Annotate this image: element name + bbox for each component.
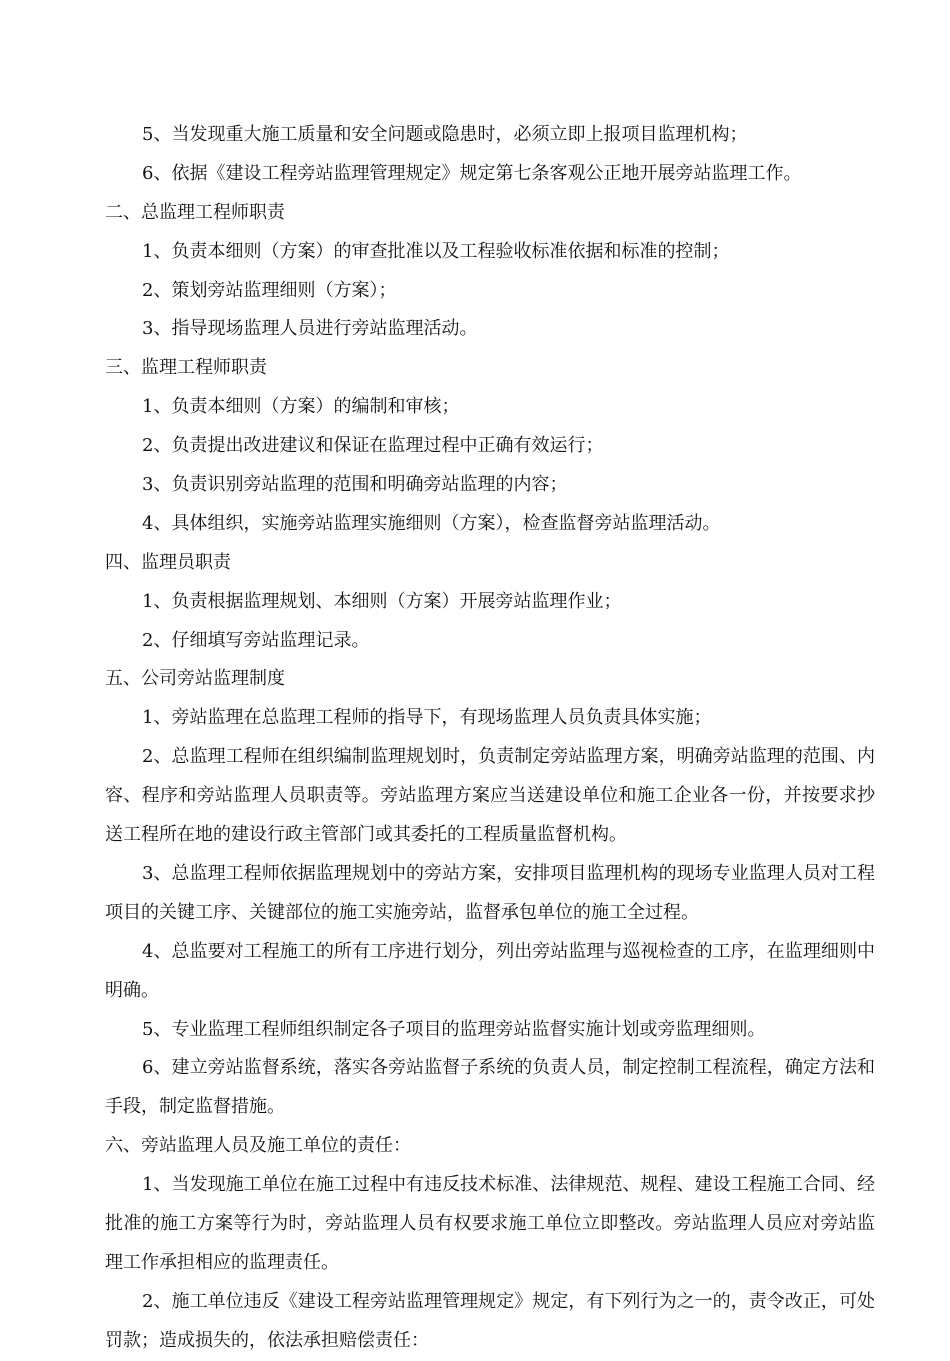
paragraph: 6、建立旁站监督系统，落实各旁站监督子系统的负责人员，制定控制工程流程，确定方法和手段，制定监督措施。 [105, 1057, 875, 1118]
list-item: 3、指导现场监理人员进行旁站监理活动。 [142, 318, 478, 340]
list-item: 2、仔细填写旁站监理记录。 [142, 629, 370, 651]
section-heading: 二、总监理工程师职责 [105, 201, 285, 223]
paragraph: 2、施工单位违反《建设工程旁站监理管理规定》规定，有下列行为之一的，责令改正，可处罚款；造成损失的，依法承担赔偿责任： [105, 1290, 875, 1351]
list-item: 1、负责根据监理规划、本细则（方案）开展旁站监理作业； [142, 590, 622, 612]
list-item: 1、旁站监理在总监理工程师的指导下，有现场监理人员负责具体实施； [142, 707, 712, 729]
list-item: 2、负责提出改进建议和保证在监理过程中正确有效运行； [142, 435, 604, 457]
list-item: 3、负责识别旁站监理的范围和明确旁站监理的内容； [142, 474, 568, 496]
list-item: 5、专业监理工程师组织制定各子项目的监理旁站监督实施计划或旁监理细则。 [142, 1018, 766, 1040]
paragraph: 1、当发现施工单位在施工过程中有违反技术标准、法律规范、规程、建设工程施工合同、经批准的施工方案等行为时，旁站监理人员有权要求施工单位立即整改。旁站监理人员应对旁站监理工作承担相应的监理责任。 [105, 1174, 875, 1273]
paragraph: 3、总监理工程师依据监理规划中的旁站方案，安排项目监理机构的现场专业监理人员对工程项目的关键工序、关键部位的施工实施旁站，监督承包单位的施工全过程。 [105, 862, 875, 923]
document-body [105, 116, 875, 1361]
list-item: 1、负责本细则（方案）的审查批准以及工程验收标准依据和标准的控制； [142, 240, 730, 262]
list-item: 6、依据《建设工程旁站监理管理规定》规定第七条客观公正地开展旁站监理工作。 [142, 162, 802, 184]
paragraph: 4、总监要对工程施工的所有工序进行划分，列出旁站监理与巡视检查的工序，在监理细则中明确。 [105, 940, 875, 1001]
section-heading: 四、监理员职责 [105, 551, 231, 573]
list-item: 1、负责本细则（方案）的编制和审核； [142, 396, 460, 418]
section-heading: 六、旁站监理人员及施工单位的责任： [105, 1135, 411, 1157]
list-item: 2、策划旁站监理细则（方案）； [142, 279, 397, 301]
section-heading: 五、公司旁站监理制度 [105, 668, 285, 690]
list-item: 5、当发现重大施工质量和安全问题或隐患时，必须立即上报项目监理机构； [142, 124, 748, 145]
section-heading: 三、监理工程师职责 [105, 357, 267, 379]
list-item: 4、具体组织，实施旁站监理实施细则（方案），检查监督旁站监理活动。 [142, 512, 721, 534]
paragraph: 2、总监理工程师在组织编制监理规划时，负责制定旁站监理方案，明确旁站监理的范围、内容、程序和旁站监理人员职责等。旁站监理方案应当送建设单位和施工企业各一份，并按要求抄送工程所在地的建设行政主管部门或其委托的工程质量监督机构。 [105, 746, 875, 846]
